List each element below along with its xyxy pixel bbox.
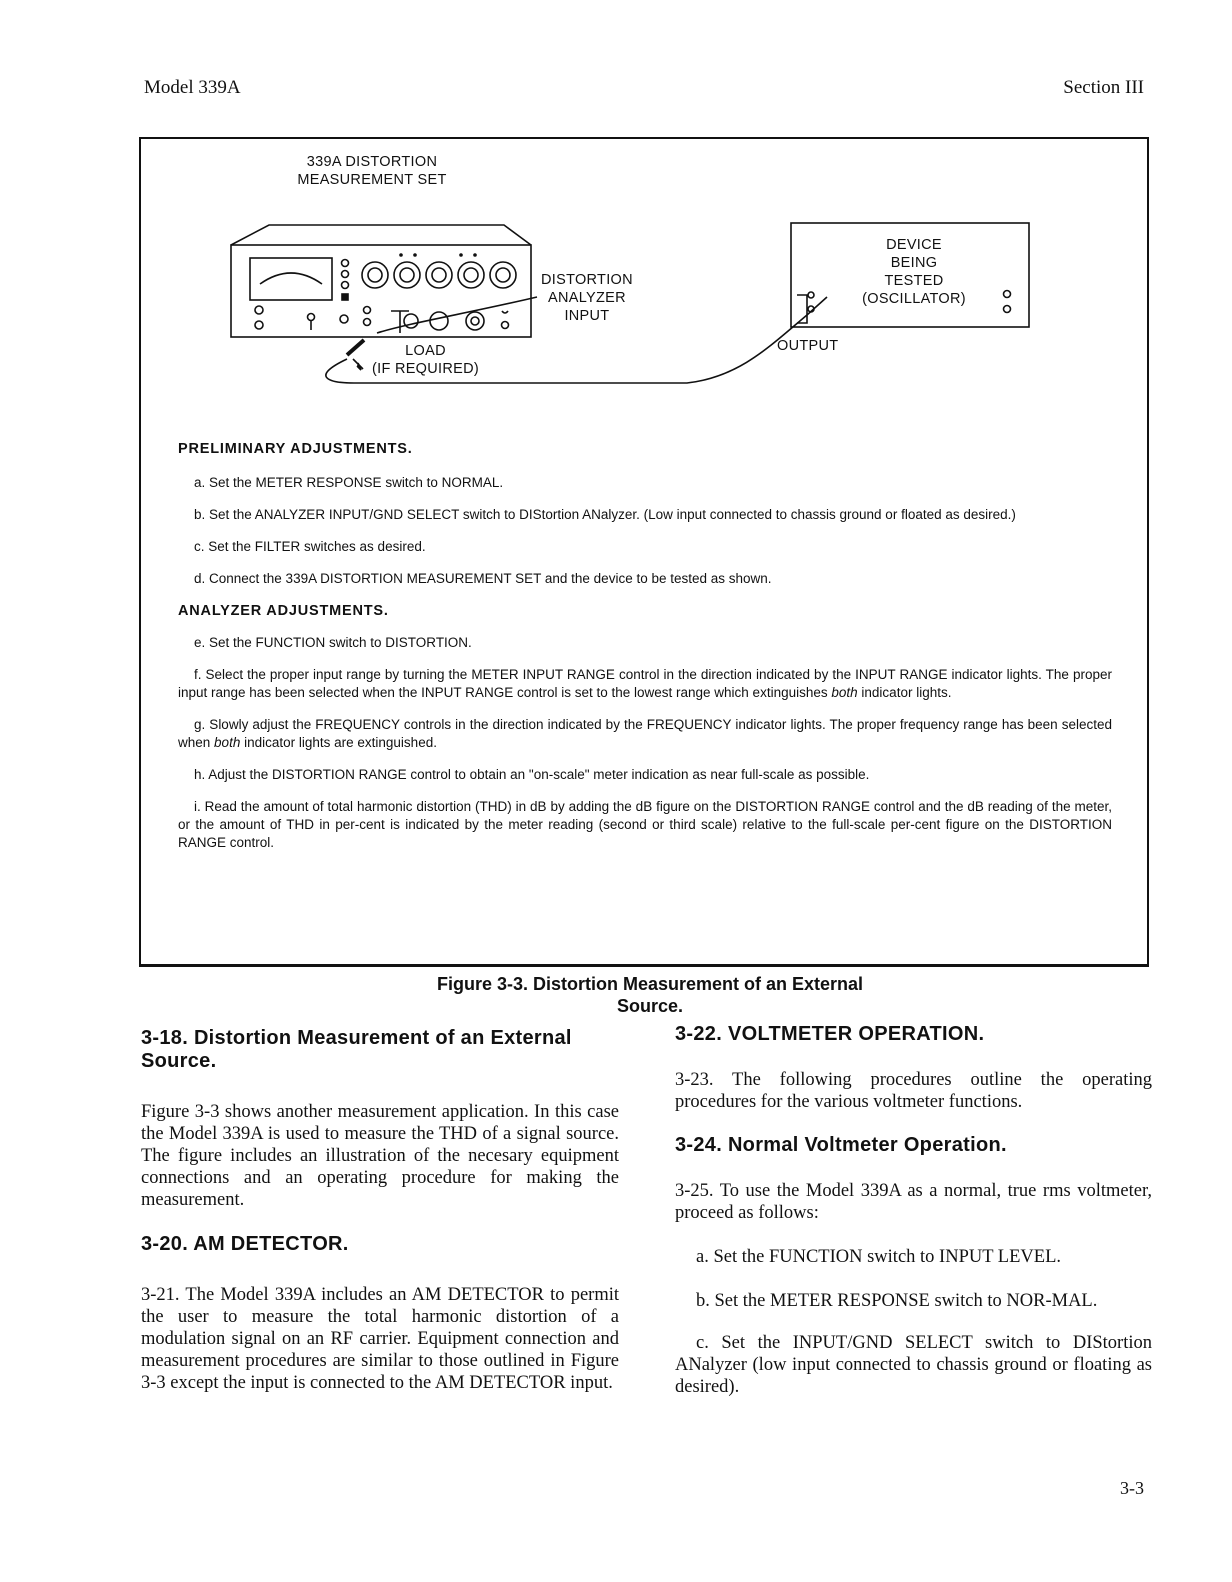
device-label-line4: (OSCILLATOR) (862, 291, 966, 307)
load-label-line2: (IF REQUIRED) (372, 361, 480, 377)
para-3-23: 3-23. The following procedures outline the operating procedures for the various voltmeter functions. (675, 1070, 1152, 1112)
voltmeter-step-c: c. Set the INPUT/GND SELECT switch to DIStortion ANalyzer (low input connected to chassis ground or floating as desired). (675, 1333, 1152, 1397)
proc-step-b: b. Set the ANALYZER INPUT/GND SELECT switch to DIStortion ANalyzer. (Low input connected to chassis ground or floated as desired.) (194, 507, 1016, 522)
para-3-25: 3-25. To use the Model 339A as a normal, true rms voltmeter, proceed as follows: (675, 1181, 1152, 1223)
voltmeter-step-a: a. Set the FUNCTION switch to INPUT LEVEL. (696, 1247, 1061, 1267)
proc-step-c: c. Set the FILTER switches as desired. (194, 539, 426, 554)
left-column (141, 1027, 619, 1394)
para-3-18: Figure 3-3 shows another measurement application. In this case the Model 339A is used to measure the THD of a signal source. The figure includes an illustration of the necesary equipment connections and an operating procedure for making the measurement. (141, 1102, 619, 1210)
page-number: 3-3 (1120, 1478, 1144, 1498)
connection-diagram (139, 137, 1149, 427)
para-3-21: 3-21. The Model 339A includes an AM DETECTOR to permit the user to measure the total harmonic distortion of a modulation signal on an RF carrier. Equipment connection and measurement procedures are similar to those outlined in Figure 3-3 except the input is connected to the AM DETECTOR input. (141, 1285, 619, 1393)
load-label-line1: LOAD (405, 343, 446, 359)
analyzer-input-label-line1: DISTORTION (541, 272, 633, 288)
device-label-line1: DEVICE (886, 237, 942, 253)
proc-step-f: f. Select the proper input range by turning the METER INPUT RANGE control in the direction indicated by the INPUT RANGE indicator lights. The proper input range has been selected when the INPUT RANGE control is set to the lowest range which extinguishes both indicator lights. (178, 667, 1112, 700)
proc-step-e: e. Set the FUNCTION switch to DISTORTION. (194, 635, 472, 650)
right-column (675, 1023, 1152, 1398)
figure-title-line2: MEASUREMENT SET (297, 172, 447, 188)
heading-3-18: 3-18. Distortion Measurement of an External Source. (141, 1027, 572, 1072)
proc-step-h: h. Adjust the DISTORTION RANGE control to obtain an "on-scale" meter indication as near full-scale as possible. (194, 767, 870, 782)
proc-step-i: i. Read the amount of total harmonic distortion (THD) in dB by adding the dB figure on the DISTORTION RANGE control and the dB reading of the meter, or the amount of THD in per-cent is indicated by the meter reading (second or third scale) relative to the full-scale per-cent figure on the DISTORTION RANGE control. (178, 799, 1112, 850)
heading-3-24: 3-24. Normal Voltmeter Operation. (675, 1134, 1007, 1156)
device-label-line3: TESTED (884, 273, 944, 289)
analyzer-input-label-line3: INPUT (564, 308, 610, 324)
heading-3-22: 3-22. VOLTMETER OPERATION. (675, 1023, 985, 1045)
figure-title-line1: 339A DISTORTION (306, 154, 438, 170)
running-header-section: Section III (1063, 77, 1144, 98)
procedure-block (178, 440, 1112, 852)
output-label: OUTPUT (777, 338, 839, 354)
device-label-line2: BEING (890, 255, 938, 271)
proc-step-d: d. Connect the 339A DISTORTION MEASUREMENT SET and the device to be tested as shown. (194, 571, 772, 586)
proc-step-a: a. Set the METER RESPONSE switch to NORMAL. (194, 475, 504, 490)
analyzer-input-label-line2: ANALYZER (548, 290, 626, 306)
heading-3-20: 3-20. AM DETECTOR. (141, 1233, 349, 1255)
proc-step-g: g. Slowly adjust the FREQUENCY controls in the direction indicated by the FREQUENCY indicator lights. The proper frequency range has been selected when both indicator lights are extinguished. (178, 717, 1112, 750)
voltmeter-step-b: b. Set the METER RESPONSE switch to NOR-MAL. (696, 1291, 1098, 1311)
preliminary-heading: PRELIMINARY ADJUSTMENTS. (178, 441, 413, 457)
figure-caption: Figure 3-3. Distortion Measurement of an External Source. (436, 974, 864, 1016)
running-header-model: Model 339A (144, 77, 241, 98)
analyzer-heading: ANALYZER ADJUSTMENTS. (178, 603, 389, 619)
